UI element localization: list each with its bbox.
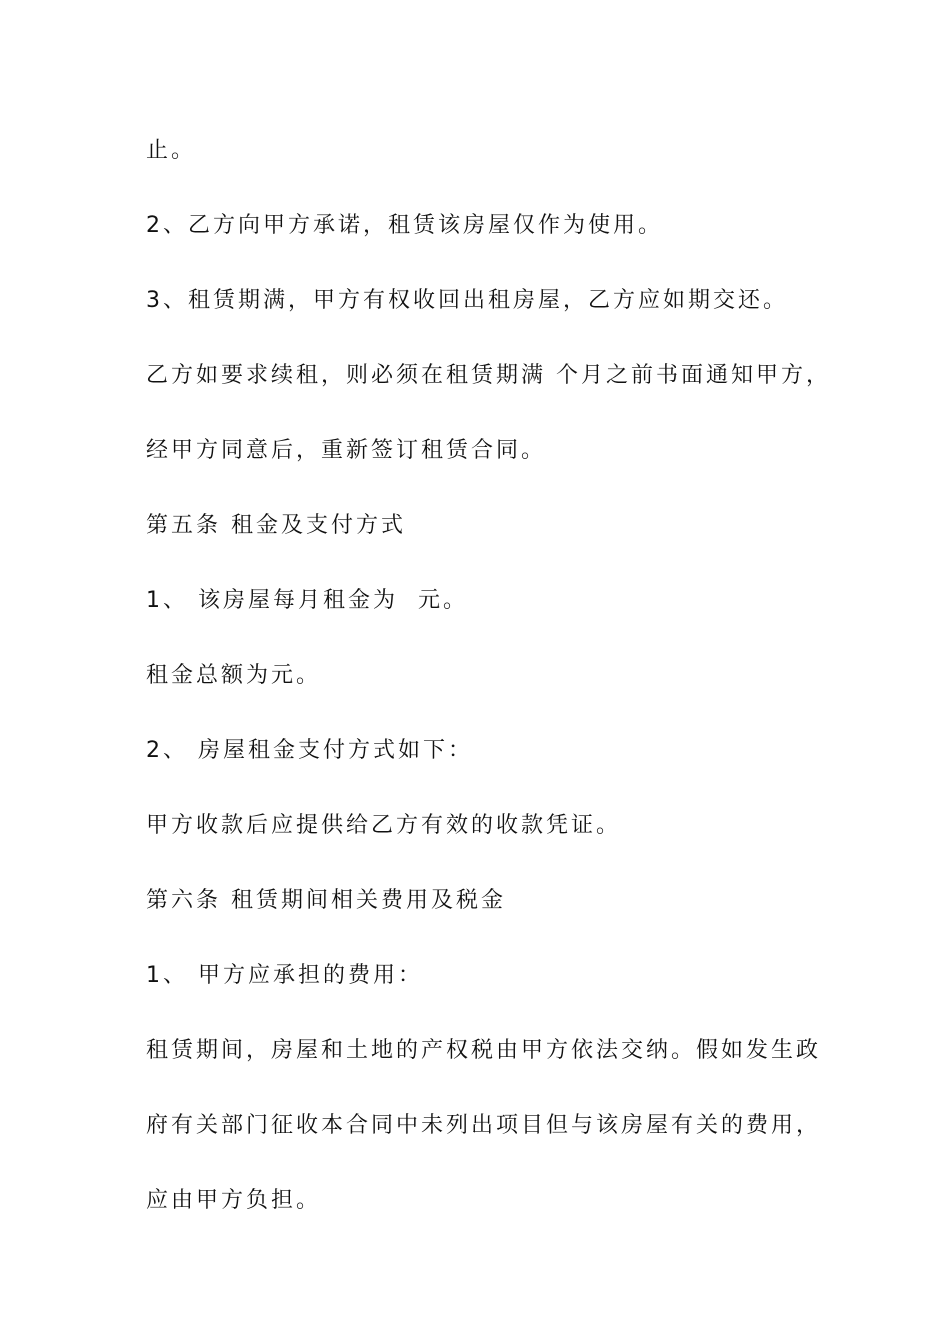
paragraph-line: 经甲方同意后，重新签订租赁合同。 <box>146 438 547 463</box>
paragraph-line: 府有关部门征收本合同中未列出项目但与该房屋有关的费用， <box>146 1113 822 1138</box>
clause-5-item-2: 2、 房屋租金支付方式如下： <box>146 738 473 763</box>
clause-4-item-3: 3、租赁期满，甲方有权收回出租房屋，乙方应如期交还。 <box>146 288 788 313</box>
paragraph-line: 租赁期间，房屋和土地的产权税由甲方依法交纳。假如发生政 <box>146 1038 822 1063</box>
paragraph-line: 租金总额为元。 <box>146 663 322 688</box>
paragraph-line: 乙方如要求续租，则必须在租赁期满 个月之前书面通知甲方， <box>146 363 831 388</box>
clause-4-item-2: 2、乙方向甲方承诺，租赁该房屋仅作为使用。 <box>146 213 663 238</box>
clause-6-item-1: 1、 甲方应承担的费用： <box>146 963 423 988</box>
paragraph-line: 止。 <box>146 138 197 163</box>
paragraph-line: 甲方收款后应提供给乙方有效的收款凭证。 <box>146 813 622 838</box>
section-heading-clause-6: 第六条 租赁期间相关费用及税金 <box>146 888 506 913</box>
section-heading-clause-5: 第五条 租金及支付方式 <box>146 513 406 538</box>
paragraph-line: 应由甲方负担。 <box>146 1188 322 1213</box>
clause-5-item-1: 1、 该房屋每月租金为 元。 <box>146 588 468 613</box>
